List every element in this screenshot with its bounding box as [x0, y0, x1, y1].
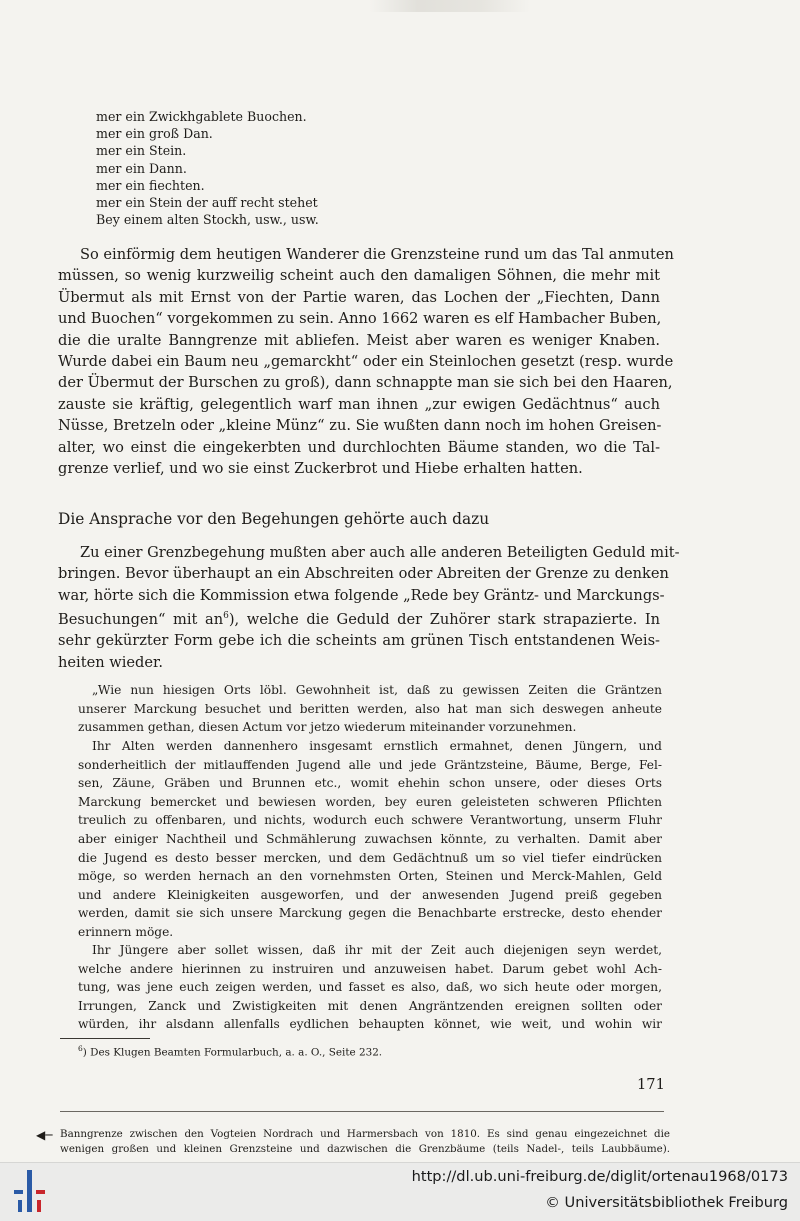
text-line: Wurde dabei ein Baum neu „gemarckht“ oder ein Steinlochen gesetzt (resp. wurde [58, 353, 674, 371]
quote-line: die Jugend es desto besser mercken, und dem Gedächtnuß um so viel tiefer eindrücken [78, 850, 662, 865]
paragraph-1 [58, 244, 674, 479]
text-line: war, hörte sich die Kommission etwa folgende „Rede bey Gräntz- und Marckungs- [58, 586, 665, 604]
text-line: bringen. Bevor überhaupt an ein Abschreiten oder Abreiten der Grenze zu denken [58, 565, 669, 583]
copyright-notice: © Universitätsbibliothek Freiburg [545, 1194, 788, 1211]
text-line-with-footnote: Besuchungen“ mit $an^6$), welche die Geduld der Zuhörer stark strapazierte. In [58, 611, 660, 629]
text-line: zauste sie kräftig, gelegentlich warf man ihnen „zur ewigen Gedächtnus“ auch [58, 395, 660, 413]
quote-line: Marckung bemercket und bewiesen worden, bey euren geleisteten schweren Pflichten [78, 794, 662, 809]
quote-paragraph-3 [78, 941, 662, 1034]
verse-line: mer ein groß Dan. [96, 126, 213, 142]
verse-line: Bey einem alten Stockh, usw., usw. [96, 212, 319, 228]
text-line: der Übermut der Burschen zu groß), dann schnappte man sie sich bei den Haaren, [58, 374, 673, 392]
source-url-link[interactable]: http://dl.ub.uni-freiburg.de/diglit/ortenau1968/0173 [411, 1168, 788, 1185]
quote-line: aber einiger Nachtheil und Schmählerung zuwachsen könnte, zu verhalten. Damit aber [78, 831, 662, 846]
quote-line: würden, ihr alsdann allenfalls eydlichen behaupten könnet, wie weit, und wohin wir [78, 1017, 662, 1032]
quote-line: sonderheitlich der mitlauffenden Jugend alle und jede Gräntzsteine, Bäume, Berge, Fel- [78, 757, 662, 772]
quote-paragraph-2 [78, 737, 662, 942]
paragraph-2 [58, 542, 680, 673]
scan-artifact [370, 0, 530, 12]
quote-line: Ihr Jüngere aber sollet wissen, daß ihr mit der Zeit auch diejenigen seyn werdet, [92, 943, 662, 957]
quote-line: Irrungen, Zanck und Zwistigkeiten mit denen Angräntzenden ereignen sollten oder [78, 998, 662, 1013]
footnote-number: 6 [78, 1044, 83, 1053]
footnote: $^6$) Des Klugen Beamten Formularbuch, a. a. O., Seite 232. [78, 1044, 383, 1059]
quote-line: zusammen gethan, diesen Actum vor jetzo wiederum miteinander vorzunehmen. [78, 720, 577, 735]
text-line: Übermut als mit Ernst von der Partie waren, das Lochen der „Fiechten, Dann [58, 288, 660, 306]
caption-line: Banngrenze zwischen den Vogteien Nordrach und Harmersbach von 1810. Es sind genau eingezeichnet die [60, 1128, 670, 1140]
arrow-left-icon: ◀─ [36, 1128, 53, 1142]
quote-line: welche andere hierinnen zu instruiren und anzuweisen habet. Darum gebet wohl Ach- [78, 961, 662, 976]
quote-line: und andere Kleinigkeiten ausgeworfen, und der anwesenden Jugend preiß gegeben [78, 887, 662, 902]
text-line: die die uralte Banngrenze mit abliefen. Meist aber waren es weniger Knaben. [58, 331, 660, 349]
verse-block [96, 108, 319, 228]
verse-line: mer ein Stein der auff recht stehet [96, 195, 318, 211]
quote-line: „Wie nun hiesigen Orts löbl. Gewohnheit ist, daß zu gewissen Zeiten die Gräntzen [92, 683, 662, 697]
quote-line: werden, damit sie sich unsere Marckung gegen die Benachbarte erstrecke, desto ehender [78, 906, 662, 921]
footnote-marker[interactable]: 6 [223, 611, 229, 622]
quote-line: erinnern möge. [78, 924, 174, 939]
quote-line: unserer Marckung besuchet und beritten werden, also hat man sich deswegen anheute [78, 701, 662, 716]
quote-line: sen, Zäune, Gräben und Brunnen etc., womit ehehin schon unsere, oder dieses Orts [78, 776, 662, 791]
caption-rule [60, 1111, 664, 1112]
footnote-rule [60, 1038, 150, 1039]
text-line: So einförmig dem heutigen Wanderer die Grenzsteine rund um das Tal anmuten [80, 246, 674, 263]
text-line: alter, wo einst die eingekerbten und durchlochten Bäume standen, wo die Tal- [58, 438, 660, 456]
page-number: 171 [637, 1076, 665, 1093]
caption-line: wenigen großen und kleinen Grenzsteine und dazwischen die Grenzbäume (teils Nadel-, teils Laubbäume). [60, 1143, 670, 1155]
verse-line: mer ein Stein. [96, 143, 187, 159]
text-line: heiten wieder. [58, 653, 164, 671]
university-library-logo-icon [10, 1168, 50, 1214]
figure-caption [60, 1127, 670, 1157]
quote-line: tung, was jene euch zeigen werden, und fasset es also, daß, wo sich heute oder morgen, [78, 980, 662, 995]
quote-paragraph-1 [78, 681, 662, 737]
text-line: und Buochen“ vorgekommen zu sein. Anno 1662 waren es elf Hambacher Buben, [58, 310, 662, 328]
text-line: grenze verlief, und wo sie einst Zuckerbrot und Hiebe erhalten hatten. [58, 460, 583, 478]
verse-line: mer ein fiechten. [96, 177, 205, 193]
verse-line: mer ein Dann. [96, 160, 187, 176]
text-line: sehr gekürzter Form gebe ich die scheints am grünen Tisch entstandenen Weis- [58, 632, 660, 650]
quote-line: Ihr Alten werden dannenhero insgesamt ernstlich ermahnet, denen Jüngern, und [92, 739, 662, 753]
text-line: müssen, so wenig kurzweilig scheint auch den damaligen Söhnen, die mehr mit [58, 267, 660, 285]
text-line: Zu einer Grenzbegehung mußten aber auch alle anderen Beteiligten Geduld mit- [80, 544, 680, 561]
verse-line: mer ein Zwickhgablete Buochen. [96, 109, 307, 124]
quote-line: treulich zu offenbaren, und nichts, wodurch euch schwere Verantwortung, unserm Fluhr [78, 813, 662, 828]
quote-line: möge, so werden hernach an den vornehmsten Orten, Steinen und Merck-Mahlen, Geld [78, 869, 662, 884]
section-heading: Die Ansprache vor den Begehungen gehörte auch dazu [58, 510, 490, 528]
text-line: Nüsse, Bretzeln oder „kleine Münz“ zu. Sie wußten dann noch im hohen Greisen- [58, 417, 662, 435]
